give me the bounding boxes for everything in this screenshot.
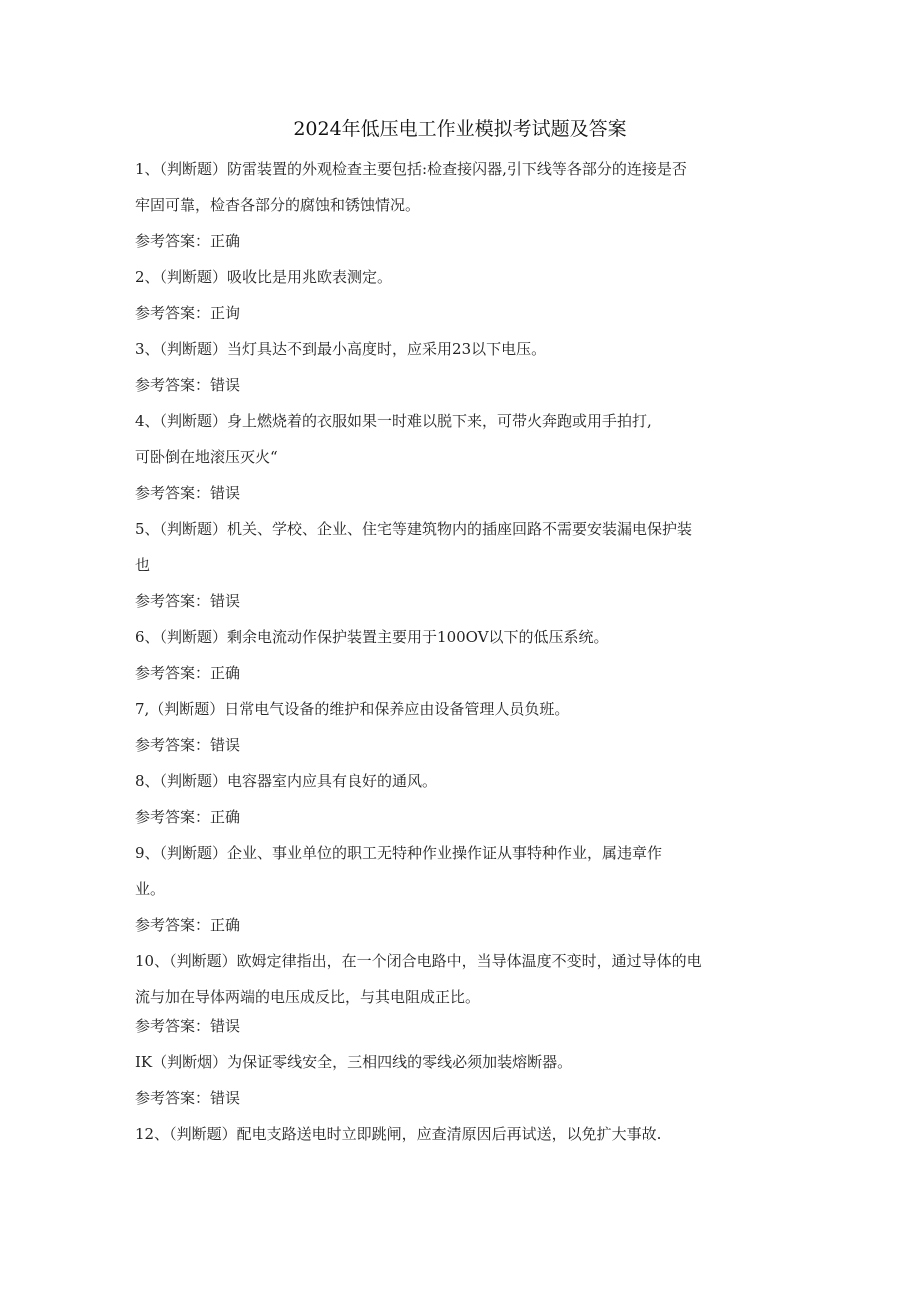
question-10-line-1: 10、（判断题）欧姆定律指出，在一个闭合电路中，当导体温度不变时，通过导体的电 [135,952,702,970]
document-title: 2024年低压电工作业模拟考试题及答案 [293,118,627,140]
question-3: 3、（判断题）当灯具达不到最小高度时，应采用23以下电压。 [135,340,547,358]
answer-2: 参考答案：正询 [135,304,241,322]
question-12: 12、（判断题）配电支路送电时立即跳闸，应查清原因后再试送，以免扩大事故. [135,1125,662,1143]
question-11: IK（判断烟）为保证零线安全，三相四线的零线必须加装熔断器。 [135,1053,573,1071]
question-8: 8、（判断题）电容器室内应具有良好的通风。 [135,772,438,790]
answer-7: 参考答案：错误 [135,736,241,754]
answer-8: 参考答案：正确 [135,808,241,826]
question-9-line-2: 业。 [135,880,166,898]
answer-11: 参考答案：错误 [135,1089,241,1107]
question-4-line-1: 4、（判断题）身上燃烧着的衣服如果一时难以脱下来，可带火奔跑或用手拍打, [135,412,652,430]
answer-4: 参考答案：错误 [135,484,241,502]
question-1-line-1: 1、（判断题）防雷装置的外观检查主要包括:检查接闪器,引下线等各部分的连接是否 [135,160,687,178]
question-7: 7,（判断题）日常电气设备的维护和保养应由设备管理人员负班。 [135,700,570,718]
answer-5: 参考答案：错误 [135,592,241,610]
answer-10: 参考答案：错误 [135,1017,241,1035]
answer-9: 参考答案：正确 [135,916,241,934]
question-6: 6、（判断题）剩余电流动作保护装置主要用于100OV以下的低压系统。 [135,628,609,646]
answer-6: 参考答案：正确 [135,664,241,682]
question-4-line-2: 可卧倒在地滚压灭火“ [135,448,278,466]
question-9-line-1: 9、（判断题）企业、事业单位的职工无特种作业操作证从事特种作业，属违章作 [135,844,663,862]
question-10-line-2: 流与加在导体两端的电压成反比，与其电阻成正比。 [135,988,481,1006]
answer-1: 参考答案：正确 [135,232,241,250]
answer-3: 参考答案：错误 [135,376,241,394]
question-1-line-2: 牢固可靠，检杳各部分的腐蚀和锈蚀情况。 [135,196,421,214]
question-5-line-1: 5、（判断题）机关、学校、企业、住宅等建筑物内的插座回路不需要安装漏电保护装 [135,520,693,538]
question-2: 2、（判断题）吸收比是用兆欧表测定。 [135,268,393,286]
question-5-line-2: 也 [135,556,151,574]
